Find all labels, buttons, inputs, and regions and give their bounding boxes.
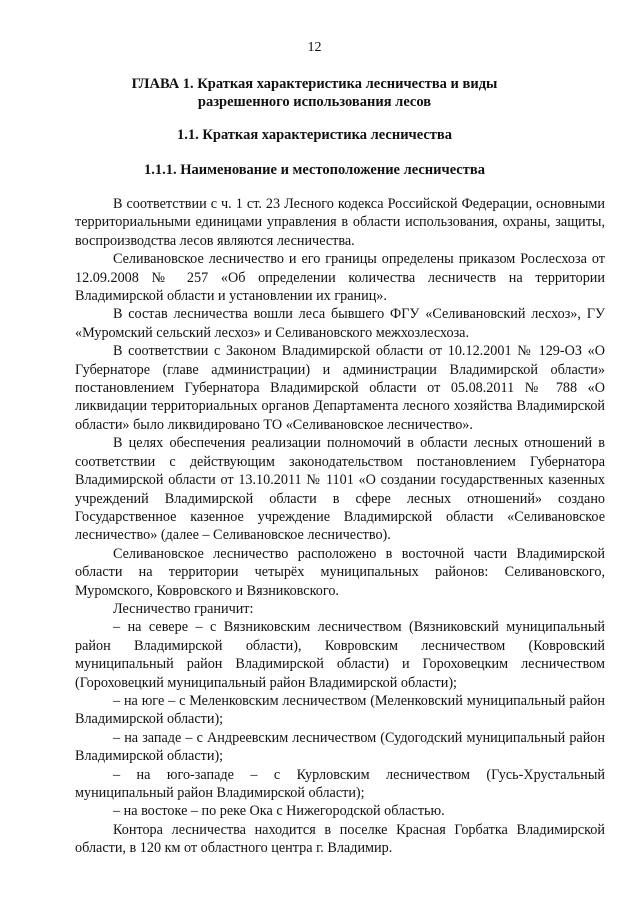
body-text	[75, 195, 605, 858]
chapter-title-line-2: разрешенного использования лесов	[197, 94, 432, 110]
paragraph-location: Селивановское лесничество расположено в восточной части Владимирской области на территории четырёх муниципальных районов: Селивановского, Муромского, Ковровского и Вязниковского.	[75, 545, 605, 599]
paragraph-liquidation: В соответствии с Законом Владимирской области от 10.12.2001 № 129-ОЗ «О Губернаторе (главе администрации) и администрации Владимирской области» постановлением Губернатора Владимирской области от 05.08.2011 № 788 «О ликвидации территориальных органов Департамента лесного хозяйства Владимирской области» было ликвидировано ТО «Селивановское лесничество».	[75, 343, 605, 433]
paragraph-borders-intro: Лесничество граничит:	[113, 600, 254, 617]
paragraph-forest-code: В соответствии с ч. 1 ст. 23 Лесного кодекса Российской Федерации, основными территориальными единицами управления в области использования, охраны, защиты, воспроизводства лесов являются лесничества.	[75, 196, 605, 249]
paragraph-office-location: Контора лесничества находится в поселке Красная Горбатка Владимирской области, в 120 км от областного центра г. Владимир.	[75, 821, 605, 857]
paragraph-border-west: – на западе – с Андреевским лесничеством (Судогодский муниципальный район Владимирской области);	[75, 729, 605, 765]
paragraph-border-south: – на юге – с Меленковским лесничеством (Меленковский муниципальный район Владимирской области);	[75, 692, 605, 728]
paragraph-establishment: В целях обеспечения реализации полномочий в области лесных отношений в соответствии с действующим законодательством постановлением Губернатора Владимирской области от 13.10.2011 № 1101 «О создании государственных казенных учреждений Владимирской области в сфере лесных отношений» создано Государственное казенное учреждение Владимирской области «Селивановское лесничество» (далее – Селивановское лесничество).	[75, 435, 605, 544]
section-title: 1.1. Краткая характеристика лесничества	[176, 127, 452, 143]
paragraph-border-north: – на севере – с Вязниковским лесничеством (Вязниковский муниципальный район Владимирской области), Ковровским лесничеством (Ковровский муниципальный район Владимирской области) и Гороховецким лесничеством (Гороховецкий муниципальный район Владимирской области);	[75, 619, 605, 691]
page-number: 12	[307, 40, 322, 55]
chapter-title-line-1: ГЛАВА 1. Краткая характеристика лесничества и виды	[131, 76, 498, 92]
paragraph-border-southwest: – на юго-западе – с Курловским лесничеством (Гусь-Хрустальный муниципальный район Владимирской области);	[75, 766, 605, 801]
paragraph-boundaries-order: Селивановское лесничество и его границы определены приказом Рослесхоза от 12.09.2008 № 257 «Об определении количества лесничеств на территории Владимирской области и установлении их границ».	[75, 251, 605, 305]
paragraph-border-east: – на востоке – по реке Ока с Нижегородской областью.	[113, 803, 445, 820]
paragraph-composition: В состав лесничества вошли леса бывшего ФГУ «Селивановский лесхоз», ГУ «Муромский сельский лесхоз» и Селивановского межхозлесхоза.	[75, 306, 605, 341]
subsection-title: 1.1.1. Наименование и местоположение лесничества	[144, 162, 485, 178]
